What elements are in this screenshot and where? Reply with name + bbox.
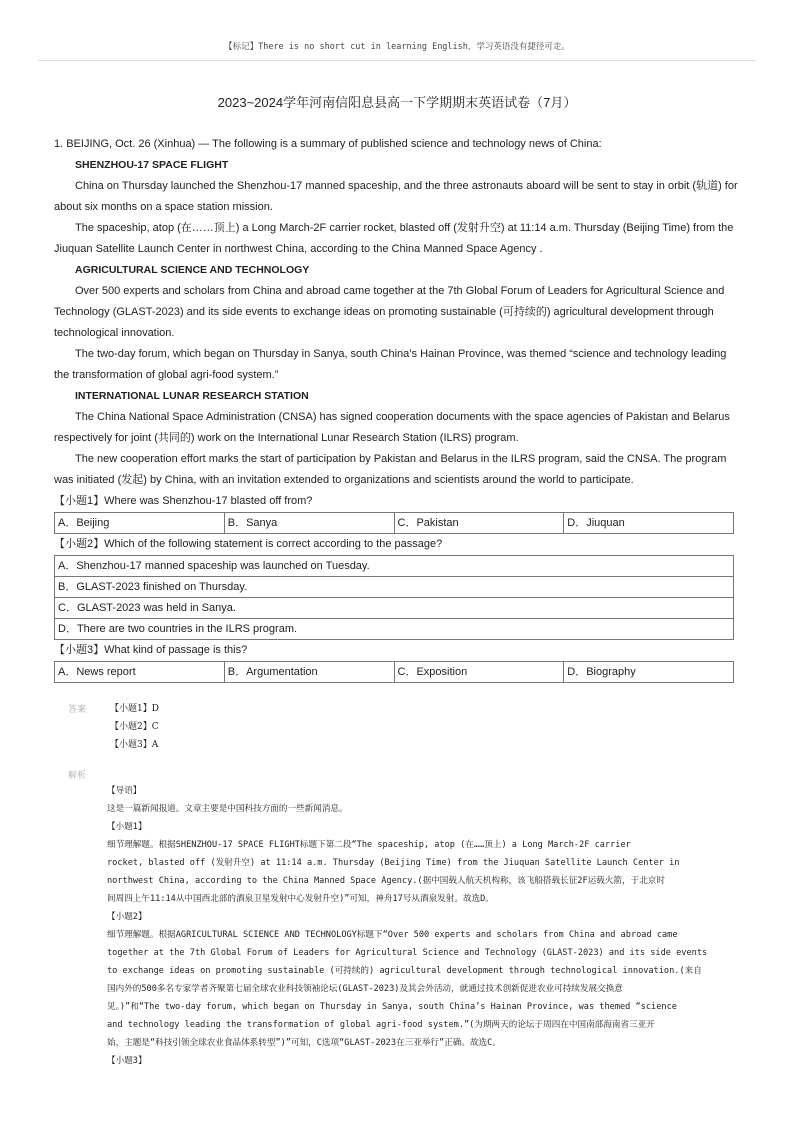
analysis-line: 这是一篇新闻报道。文章主要是中国科技方面的一些新闻消息。 <box>107 804 348 814</box>
analysis-line: 细节理解题。根据SHENZHOU-17 SPACE FLIGHT标题下第二段“The spaceship, atop (在……顶上) a Long March-2F carrier <box>107 840 631 850</box>
section-heading-agriculture: AGRICULTURAL SCIENCE AND TECHNOLOGY <box>75 264 310 276</box>
section-heading-lunar: INTERNATIONAL LUNAR RESEARCH STATION <box>75 390 309 402</box>
section-heading-shenzhou: SHENZHOU-17 SPACE FLIGHT <box>75 159 229 171</box>
option-c: C．GLAST-2023 was held in Sanya. <box>55 598 734 619</box>
question-1-stem: 【小题1】Where was Shenzhou-17 blasted off from? <box>54 495 313 507</box>
paragraph: The new cooperation effort marks the start of participation by Pakistan and Belarus in the ILRS program, said the CNSA. The program was initiated (发起) by China, with an invitation extended to organizations and scientists around the world to participate. <box>54 453 727 486</box>
option-a: A．Beijing <box>55 513 225 534</box>
answer-2: 【小题2】C <box>110 722 159 732</box>
option-c: C．Pakistan <box>394 513 564 534</box>
option-b: B．Argumentation <box>224 662 394 683</box>
option-a: A．News report <box>55 662 225 683</box>
question-2-stem: 【小题2】Which of the following statement is correct according to the passage? <box>54 538 443 550</box>
exam-title: 2023~2024学年河南信阳息县高一下学期期末英语试卷（7月） <box>217 95 577 110</box>
analysis-label: 解析 <box>68 771 87 781</box>
analysis-line: rocket, blasted off (发射升空) at 11:14 a.m. Thursday (Beijing Time) from the Jiuquan Satellite Launch Center in <box>107 858 680 868</box>
option-b: B．Sanya <box>224 513 394 534</box>
analysis-block <box>107 782 727 1070</box>
paragraph: The spaceship, atop (在……顶上) a Long March-2F carrier rocket, blasted off (发射升空) at 11:14 a.m. Thursday (Beijing Time) from the Jiuquan Satellite Launch Center in northwest China, according to the China Manned Space Agency . <box>54 222 734 255</box>
analysis-line: together at the 7th Global Forum of Leaders for Agricultural Science and Technology (GLAST-2023) and its side events <box>107 948 708 958</box>
question-1-options <box>54 512 734 534</box>
passage-intro: 1. BEIJING, Oct. 26 (Xinhua) — The following is a summary of published science and technology news of China: <box>54 138 602 150</box>
analysis-line: 【小题2】 <box>107 912 147 922</box>
analysis-line: northwest China, according to the China Manned Space Agency.(据中国载人航天机构称，该飞船搭载长征2F运载火箭，于北京时 <box>107 876 665 886</box>
answer-label: 答案 <box>68 705 87 715</box>
passage-body <box>54 134 738 683</box>
paragraph: China on Thursday launched the Shenzhou-17 manned spaceship, and the three astronauts aboard will be sent to stay in orbit (轨道) for about six months on a space station mission. <box>54 180 738 213</box>
analysis-line: 细节理解题。根据AGRICULTURAL SCIENCE AND TECHNOLOGY标题下“Over 500 experts and scholars from China and abroad came <box>107 930 678 940</box>
analysis-line: 国内外的500多名专家学者齐聚第七届全球农业科技领袖论坛(GLAST-2023)及其会外活动，就通过技术创新促进农业可持续发展交换意 <box>107 984 623 994</box>
answer-1: 【小题1】D <box>110 704 159 714</box>
analysis-line: 间周四上午11:14从中国西北部的酒泉卫星发射中心发射升空)”可知，神舟17号从酒泉发射。故选D。 <box>107 894 494 904</box>
option-a: A．Shenzhou-17 manned spaceship was launched on Tuesday. <box>55 556 734 577</box>
analysis-line: 【导语】 <box>107 786 142 796</box>
question-3-options <box>54 661 734 683</box>
paragraph: Over 500 experts and scholars from China and abroad came together at the 7th Global Forum of Leaders for Agricultural Science and Technology (GLAST-2023) and its side events to exchange ideas on promoting sustainable (可持续的) agricultural development through technological innovation. <box>54 285 725 339</box>
analysis-line: 见。)”和“The two-day forum, which began on Thursday in Sanya, south China’s Hainan Province, was themed “science <box>107 1002 677 1012</box>
header-divider <box>38 60 756 61</box>
analysis-line: 始，主题是“科技引领全球农业食品体系转型”)”可知，C选项“GLAST-2023在三亚举行”正确。故选C。 <box>107 1038 501 1048</box>
analysis-line: and technology leading the transformation of global agri-food system.”(为期两天的论坛于周四在中国南部海南省三亚开 <box>107 1020 655 1030</box>
paragraph: The China National Space Administration (CNSA) has signed cooperation documents with the space agencies of Pakistan and Belarus respectively for joint (共同的) work on the International Lunar Research Station (ILRS) program. <box>54 411 730 444</box>
question-3-stem: 【小题3】What kind of passage is this? <box>54 644 248 656</box>
analysis-line: to exchange ideas on promoting sustainable (可持续的) agricultural development through technological innovation.(来自 <box>107 966 702 976</box>
option-d: D．There are two countries in the ILRS program. <box>55 619 734 640</box>
answer-3: 【小题3】A <box>110 740 159 750</box>
option-d: D．Jiuquan <box>564 513 734 534</box>
page-header-note: 【标记】There is no short cut in learning English，学习英语没有捷径可走。 <box>224 42 570 52</box>
option-d: D．Biography <box>564 662 734 683</box>
analysis-line: 【小题1】 <box>107 822 147 832</box>
analysis-line: 【小题3】 <box>107 1056 147 1066</box>
option-b: B．GLAST-2023 finished on Thursday. <box>55 577 734 598</box>
option-c: C．Exposition <box>394 662 564 683</box>
paragraph: The two-day forum, which began on Thursday in Sanya, south China’s Hainan Province, was themed “science and technology leading the transformation of global agri-food system.” <box>54 348 727 381</box>
question-2-options <box>54 555 734 640</box>
